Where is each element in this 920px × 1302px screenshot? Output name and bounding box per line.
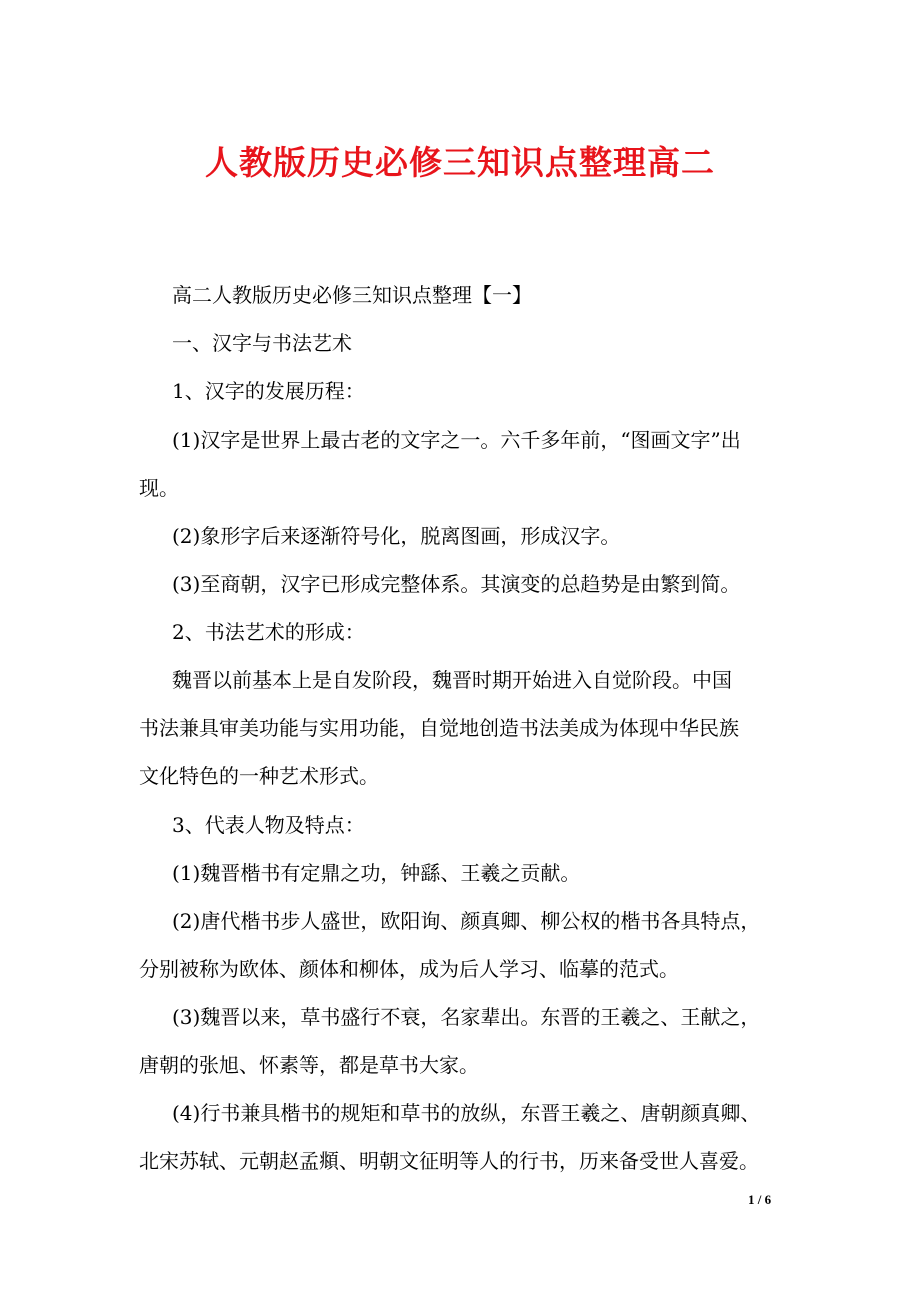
paragraph-line: (2)象形字后来逐渐符号化，脱离图画，形成汉字。 [172,524,621,548]
paragraph-line: 现。 [139,476,179,500]
paragraph-line: 书法兼具审美功能与实用功能，自觉地创造书法美成为体现中华民族 [139,716,739,740]
page-number: 1 / 6 [748,1192,772,1207]
point-heading: 1、汉字的发展历程： [172,379,365,403]
paragraph-line: 文化特色的一种艺术形式。 [139,764,379,788]
paragraph-line: 唐朝的张旭、怀素等，都是草书大家。 [139,1053,479,1077]
paragraph-line: (2)唐代楷书步人盛世，欧阳询、颜真卿、柳公权的楷书各具特点， [172,909,761,933]
paragraph-line: (4)行书兼具楷书的规矩和草书的放纵，东晋王羲之、唐朝颜真卿、 [172,1101,761,1125]
section-heading: 高二人教版历史必修三知识点整理【一】 [172,283,532,307]
paragraph-line: (3)魏晋以来，草书盛行不衰，名家辈出。东晋的王羲之、王献之， [172,1005,761,1029]
point-heading: 3、代表人物及特点： [172,813,365,837]
paragraph-line: 北宋苏轼、元朝赵孟頫、明朝文征明等人的行书，历来备受世人喜爱。 [139,1149,759,1173]
paragraph-line: 魏晋以前基本上是自发阶段，魏晋时期开始进入自觉阶段。中国 [172,668,732,692]
paragraph-line: (1)汉字是世界上最古老的文字之一。六千多年前，“图画文字”出 [172,428,741,452]
paragraph-line: (1)魏晋楷书有定鼎之功，钟繇、王羲之贡献。 [172,861,581,885]
paragraph-line: (3)至商朝，汉字已形成完整体系。其演变的总趋势是由繁到简。 [172,572,741,596]
document-title: 人教版历史必修三知识点整理高二 [205,143,715,182]
subsection-heading: 一、汉字与书法艺术 [172,331,352,355]
point-heading: 2、书法艺术的形成： [172,620,365,644]
paragraph-line: 分别被称为欧体、颜体和柳体，成为后人学习、临摹的范式。 [139,957,679,981]
